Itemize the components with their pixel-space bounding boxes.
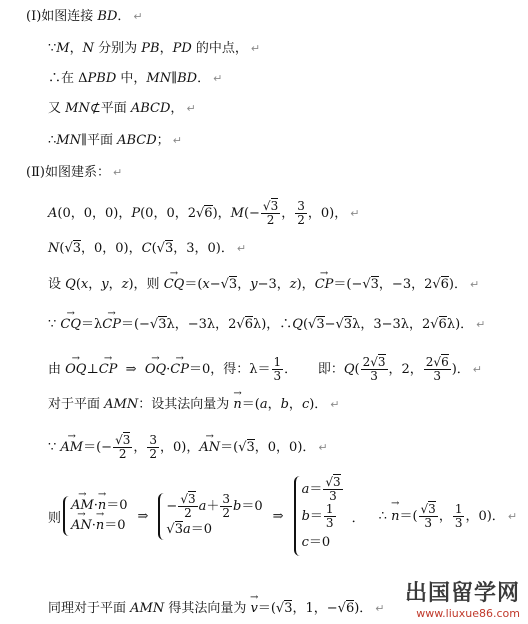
system-dot-products: → AM·→ n＝0 → AN·→ n＝0: [63, 496, 128, 536]
system-equations: − $\frac{√3}{2}$ a＋ $\frac{3}{2}$ b＝0 √3a＝0: [158, 493, 262, 540]
line-not-in-plane: 又 MN⊄平面 ABCD， ↵: [48, 101, 196, 116]
line-systems: 则 → AM·→ n＝0 → AN·→ n＝0 ⇒ − $\frac{√3}{2}$ a＋ $\frac{3}{2}$ b＝0 √3a＝0 ⇒ a＝ $\frac{√3}{3}$ b＝ $\frac{1}{3}$ c＝0 ． ∴ → n＝( $\frac{√3}{3}$ ， $\frac{1}{3}$ ，0)． ↵: [48, 476, 517, 556]
return-mark: ↵: [133, 10, 143, 23]
line-parallel-plane: ∴MN∥平面 ABCD； ↵: [48, 133, 182, 148]
line-coords-n-c: N(√3，0，0)，C(√3，3，0)． ↵: [48, 241, 247, 256]
system-solution: a＝ $\frac{√3}{3}$ b＝ $\frac{1}{3}$ c＝0: [294, 476, 344, 556]
line-perpendicular: 由 → OQ⊥→ CP ⇒ → OQ·→ CP＝0，得：λ＝ $\frac{1}{3}$ ． 即：Q( $\frac{2√3}{3}$ ，2， $\frac{2√6}{3}$ )． ↵: [48, 356, 482, 383]
watermark-url: www.liuxue86.com: [416, 607, 520, 620]
line-part1-title: (Ⅰ)如图连接 BD． ↵: [26, 9, 143, 24]
watermark-title: 出国留学网: [404, 581, 520, 606]
line-coords-a-p-m: A(0，0，0)，P(0，0，2√6)，M(− $\frac{√3}{2}$ ， $\frac{3}{2}$ ，0)， ↵: [48, 199, 360, 227]
line-part2-title: (Ⅱ)如图建系： ↵: [26, 165, 123, 180]
line-vectors-cq-cp: 设 Q(x，y，z)，则 → CQ＝(x−√3，y−3，z)，→ CP＝(−√3，−3，2√6)． ↵: [48, 276, 479, 294]
line-normal-v: 同理对于平面 AMN 得其法向量为 → v＝(√3，1，−√6)． ↵: [48, 600, 385, 618]
watermark-logo: [405, 576, 520, 620]
line-normal-setup: 对于平面 AMN：设其法向量为 → n＝(a，b，c)． ↵: [48, 396, 340, 414]
line-am-an: ∵ → AM＝(− $\frac{√3}{2}$ ， $\frac{3}{2}$ ，0)，→ AN＝(√3，0，0)． ↵: [48, 434, 328, 461]
line-midpoints: ∵M，N 分别为 PB，PD 的中点， ↵: [48, 41, 261, 56]
line-lambda: ∵ → CQ＝λ→ CP＝(−√3λ，−3λ，2√6λ)，∴Q(√3−√3λ，3−3λ，2√6λ)． ↵: [48, 316, 485, 334]
line-parallel-bd: ∴在 ΔPBD 中，MN∥BD． ↵: [48, 71, 223, 86]
